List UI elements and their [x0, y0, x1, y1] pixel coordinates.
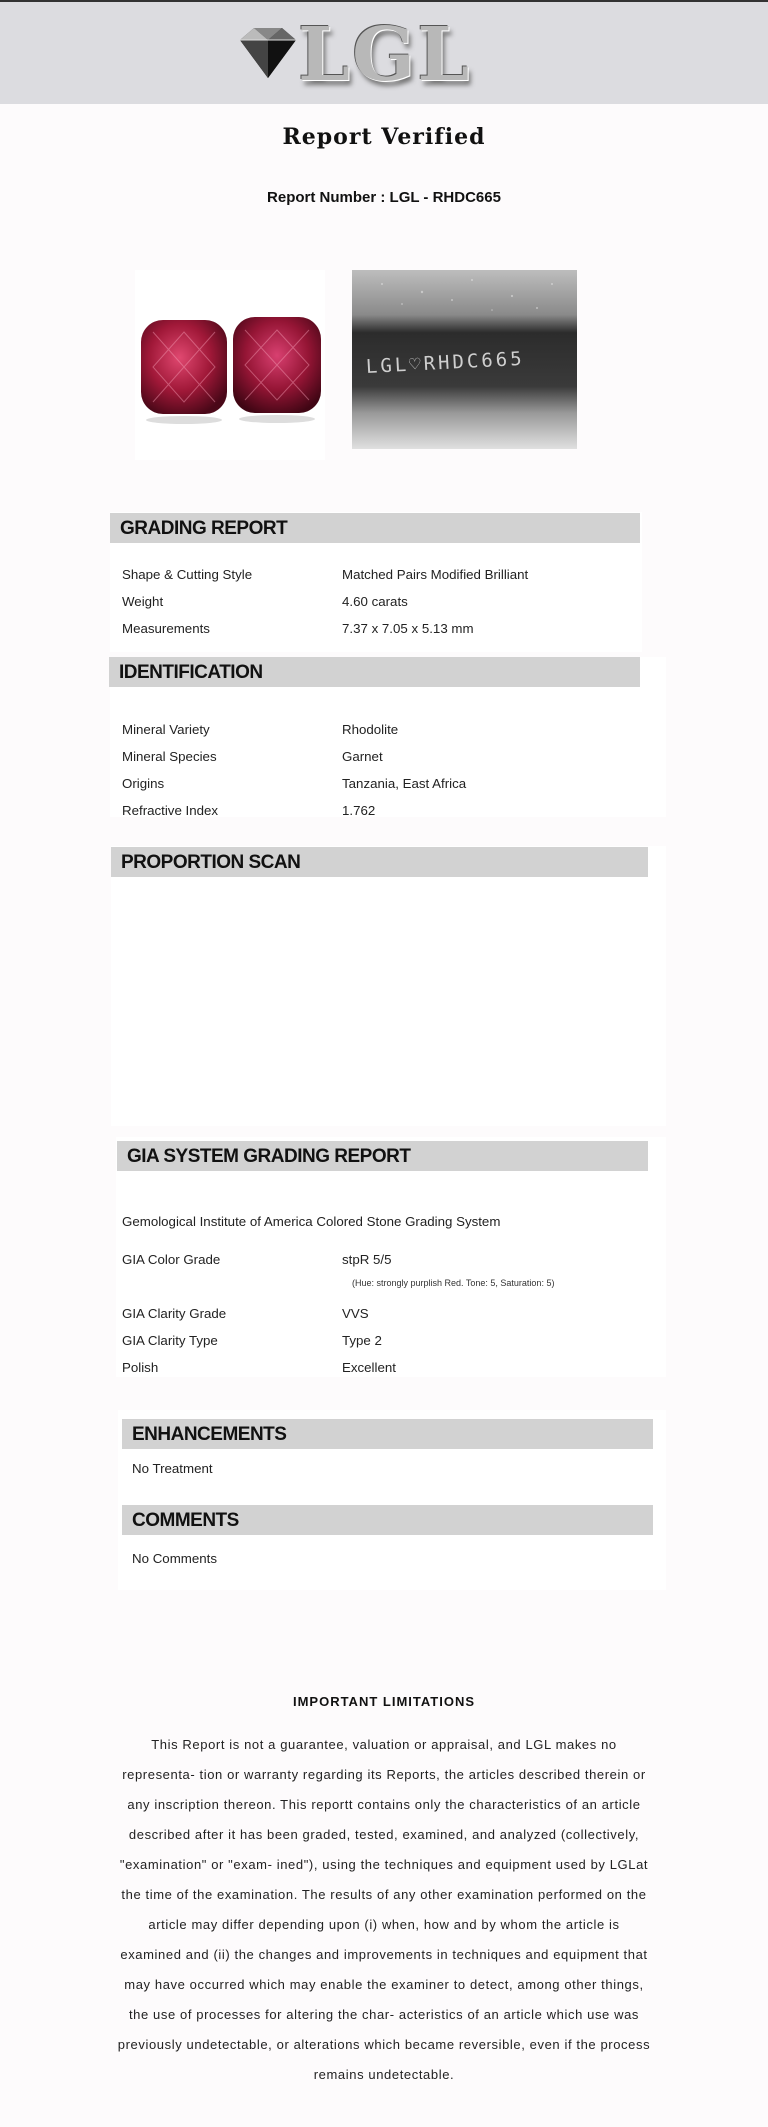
row-label: Shape & Cutting Style	[122, 567, 253, 582]
proportion-panel	[111, 846, 666, 1126]
row-value: 7.37 x 7.05 x 5.13 mm	[342, 621, 474, 636]
gemstone-photo	[135, 270, 325, 460]
row-value: Garnet	[342, 749, 383, 764]
row-label: Mineral Variety	[122, 722, 210, 737]
row-value: Excellent	[342, 1360, 396, 1375]
comments-text: No Comments	[132, 1551, 217, 1566]
laser-inscription: LGL♡RHDC665	[365, 347, 526, 379]
report-number: Report Number : LGL - RHDC665	[267, 189, 501, 206]
row-value: Tanzania, East Africa	[342, 776, 467, 791]
color-grade-note: (Hue: strongly purplish Red. Tone: 5, Saturation: 5)	[352, 1278, 555, 1288]
proportion-heading: PROPORTION SCAN	[111, 847, 648, 877]
row-label: Origins	[122, 776, 165, 791]
logo-text: LGL	[298, 12, 472, 98]
row-label: Mineral Species	[122, 749, 217, 764]
row-value: Rhodolite	[342, 722, 399, 737]
enhancements-text: No Treatment	[132, 1461, 213, 1476]
limitations-heading: IMPORTANT LIMITATIONS	[292, 1694, 476, 1709]
gia-intro: Gemological Institute of America Colored Stone Grading System	[122, 1214, 501, 1229]
row-label: Polish	[122, 1360, 159, 1375]
row-value: 4.60 carats	[342, 594, 408, 609]
row-value: VVS	[342, 1306, 369, 1321]
grading-heading: GRADING REPORT	[110, 513, 640, 543]
lgl-logo	[234, 12, 490, 98]
row-value: 1.762	[342, 803, 376, 818]
gia-heading: GIA SYSTEM GRADING REPORT	[117, 1141, 648, 1171]
row-label: GIA Color Grade	[122, 1252, 221, 1267]
row-value: Matched Pairs Modified Brilliant	[342, 567, 529, 582]
row-value: stpR 5/5	[342, 1252, 392, 1267]
page-title: Report Verified	[282, 124, 486, 150]
limitations-text: This Report is not a guarantee, valuation or appraisal, and LGL makes no representa- tion or warranty regarding its Reports, the articles described therein or any inscription thereon. This reportt contains only the characteristics of an article described after it has been graded, tested, examined, and analyzed (collectively, "examination" or "exam- ined"), using the techniques and equipment used by LGLat the time of the examination. The results of any other examination performed on the article may differ depending upon (i) when, how and by whom the article is examined and (ii) the changes and improvements in techniques and equipment that may have occurred which may enable the examiner to detect, among other things, the use of processes for altering the char- acteristics of an article which use was previously undetectable, or alterations which became reversible, even if the process remains undetectable.	[117, 1737, 651, 2082]
row-value: Type 2	[342, 1333, 382, 1348]
row-label: GIA Clarity Grade	[122, 1306, 227, 1321]
identification-heading: IDENTIFICATION	[109, 657, 640, 687]
row-label: GIA Clarity Type	[122, 1333, 218, 1348]
row-label: Refractive Index	[122, 803, 219, 818]
comments-heading: COMMENTS	[122, 1505, 653, 1535]
page-header	[0, 0, 768, 104]
row-label: Weight	[122, 594, 164, 609]
inscription-photo	[352, 270, 577, 449]
diamond-icon	[234, 22, 302, 82]
row-label: Measurements	[122, 621, 210, 636]
enhancements-heading: ENHANCEMENTS	[122, 1419, 653, 1449]
